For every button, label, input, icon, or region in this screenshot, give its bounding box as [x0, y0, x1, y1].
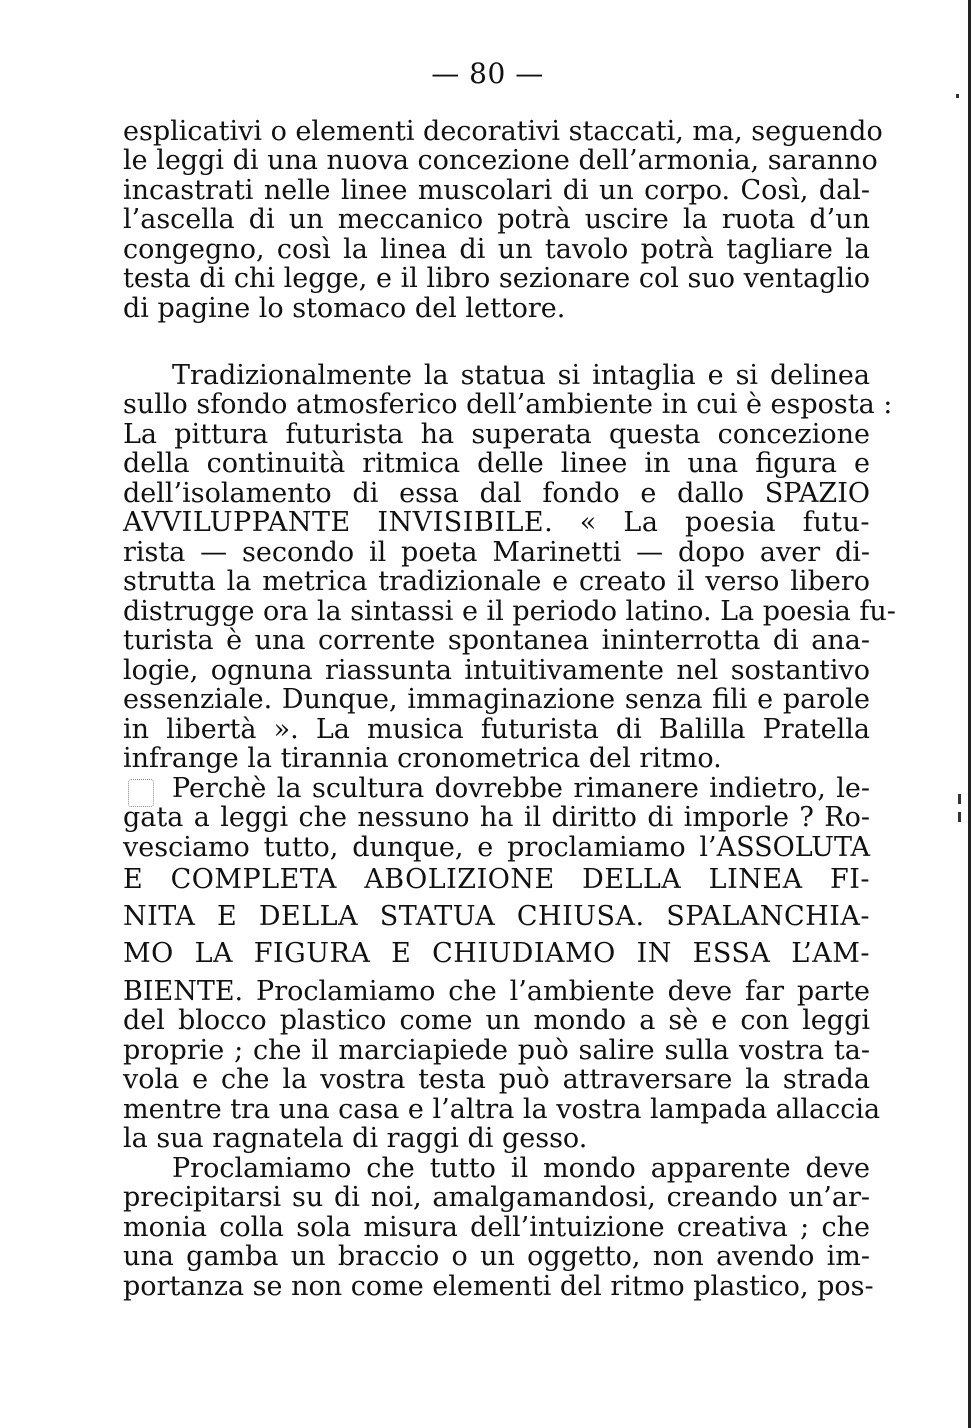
text-line: AVVILUPPANTE INVISIBILE. « La poesia futu- — [123, 507, 870, 538]
text-line: logie, ognuna riassunta intuitivamente nel sostantivo — [123, 655, 870, 686]
text-line: congegno, così la linea di un tavolo potrà tagliare la — [123, 234, 870, 265]
text-line: precipitarsi su di noi, amalgamandosi, creando un’ar- — [123, 1182, 870, 1213]
text-line: di pagine lo stomaco del lettore. — [123, 293, 566, 324]
text-line: Perchè la scultura dovrebbe rimanere indietro, le- — [172, 773, 870, 804]
text-line: turista è una corrente spontanea ininterrotta di ana- — [123, 625, 870, 656]
text-line: proprie ; che il marciapiede può salire sulla vostra ta- — [123, 1035, 870, 1066]
text-line: vesciamo tutto, dunque, e proclamiamo l’ASSOLUTA — [123, 832, 870, 863]
text-line: sullo sfondo atmosferico dell’ambiente in cui è esposta : — [123, 389, 893, 420]
text-line: E COMPLETA ABOLIZIONE DELLA LINEA FI- — [123, 864, 870, 895]
text-line: vola e che la vostra testa può attraversare la strada — [123, 1064, 870, 1095]
text-line: rista — secondo il poeta Marinetti — dopo aver di- — [123, 537, 870, 568]
text-line: MO LA FIGURA E CHIUDIAMO IN ESSA L’AM- — [123, 938, 870, 969]
text-line: della continuità ritmica delle linee in una figura e — [123, 448, 870, 479]
text-line: la sua ragnatela di raggi di gesso. — [123, 1123, 588, 1154]
text-line: Tradizionalmente la statua si intaglia e si delinea — [172, 360, 870, 391]
text-line: strutta la metrica tradizionale e creato il verso libero — [123, 566, 870, 597]
text-line: gata a leggi che nessuno ha il diritto di imporle ? Ro- — [123, 802, 870, 833]
text-line: monia colla sola misura dell’intuizione creativa ; che — [123, 1212, 870, 1243]
text-line: mentre tra una casa e l’altra la vostra lampada allaccia — [123, 1094, 881, 1125]
text-line: in libertà ». La musica futurista di Balilla Pratella — [123, 714, 870, 745]
text-line: portanza se non come elementi del ritmo plastico, pos- — [123, 1271, 874, 1302]
text-line: NITA E DELLA STATUA CHIUSA. SPALANCHIA- — [123, 901, 870, 932]
text-line: essenziale. Dunque, immaginazione senza fili e parole — [123, 684, 870, 715]
text-line: l’ascella di un meccanico potrà uscire la ruota d’un — [123, 204, 870, 235]
text-line: dell’isolamento di essa dal fondo e dallo SPAZIO — [123, 478, 870, 509]
edge-mark — [958, 794, 961, 804]
text-line: La pittura futurista ha superata questa concezione — [123, 419, 870, 450]
text-line: BIENTE. Proclamiamo che l’ambiente deve far parte — [123, 976, 870, 1007]
text-line: infrange la tirannia cronometrica del ritmo. — [123, 743, 722, 774]
text-line: Proclamiamo che tutto il mondo apparente deve — [172, 1153, 870, 1184]
text-line: una gamba un braccio o un oggetto, non avendo im- — [123, 1241, 870, 1272]
page-edge-shadow — [968, 0, 971, 1428]
text-line: testa di chi legge, e il libro sezionare col suo ventaglio — [123, 263, 870, 294]
edge-mark — [956, 94, 959, 98]
text-line: le leggi di una nuova concezione dell’armonia, saranno — [123, 145, 878, 176]
text-line: esplicativi o elementi decorativi staccati, ma, seguendo — [123, 116, 883, 147]
text-line: incastrati nelle linee muscolari di un corpo. Così, dal- — [123, 175, 870, 206]
page-number: — 80 — — [431, 57, 544, 90]
text-line: distrugge ora la sintassi e il periodo latino. La poesia fu- — [123, 596, 896, 627]
edge-mark — [958, 812, 961, 822]
text-line: del blocco plastico come un mondo a sè e con leggi — [123, 1005, 870, 1036]
